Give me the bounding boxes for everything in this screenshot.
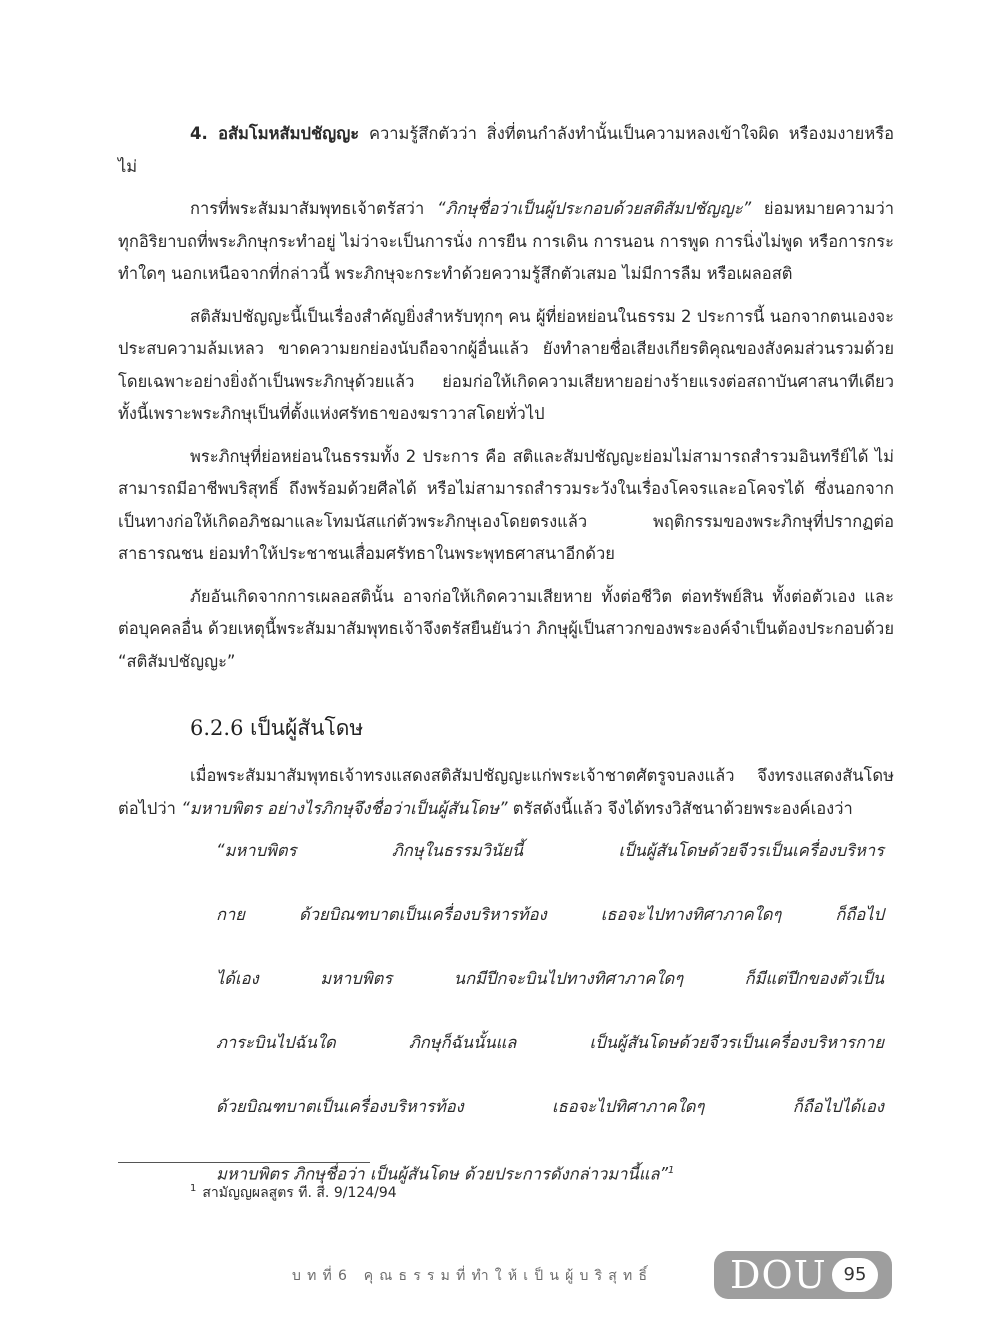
paragraph-text: การที่พระสัมมาสัมพุทธเจ้าตรัสว่า [190,199,437,218]
quote-line: มหาบพิตร ภิกษุชื่อว่า เป็นผู้สันโดษ ด้วยประการดังกล่าวมานี้แล” [216,1164,669,1184]
paragraph-importance: สติสัมปชัญญะนี้เป็นเรื่องสำคัญยิ่งสำหรับทุกๆ คน ผู้ที่ย่อหย่อนในธรรม 2 ประการนี้ นอกจากตนเองจะประสบความล้มเหลว ขาดความยกย่องนับถือจากผู้อื่นแล้ว ยังทำลายชื่อเสียงเกียรติคุณของสังคมส่วนรวมด้วย โดยเฉพาะอย่างยิ่งถ้าเป็นพระภิกษุด้วยแล้ว ย่อมก่อให้เกิดความเสียหายอย่างร้ายแรงต่อสถาบันศาสนาทีเดียว ทั้งนี้เพราะพระภิกษุเป็นที่ตั้งแห่งศรัทธาของฆราวาสโดยทั่วไป [118,306,894,423]
quote-line: “มหาบพิตร ภิกษุในธรรมวินัยนี้ เป็นผู้สันโดษด้วยจีวรเป็นเครื่องบริหาร [216,841,884,860]
page-number: 95 [832,1258,878,1292]
quote-line: ได้เอง มหาบพิตร นกมีปีกจะบินไปทางทิศาภาคใดๆ ก็มีแต่ปีกของตัวเป็น [216,969,884,988]
footnote-mark: 1 [190,1183,197,1195]
footnote-divider [118,1162,370,1163]
quoted-phrase: “ภิกษุชื่อว่าเป็นผู้ประกอบด้วยสติสัมปชัญญะ” [436,199,752,218]
main-content [118,118,894,1191]
footer-badge [714,1251,892,1299]
quote-line: กาย ด้วยบิณฑบาตเป็นเครื่องบริหารท้อง เธอจะไปทางทิศาภาคใดๆ ก็ถือไป [216,905,884,924]
quote-line: ด้วยบิณฑบาตเป็นเครื่องบริหารท้อง เธอจะไปทิศาภาคใดๆ ก็ถือไปได้เอง [216,1097,884,1116]
paragraph-contentment [118,760,894,825]
paragraph-text: ตรัสดังนี้แล้ว จึงได้ทรงวิสัชนาด้วยพระองค์เองว่า [507,798,853,818]
section-heading: 6.2.6 เป็นผู้สันโดษ [190,716,364,740]
running-footer-title: บทที่6 คุณธรรมที่ทำให้เป็นผู้บริสุทธิ์ [292,1268,654,1284]
paragraph-lead: 4. อสัมโมหสัมปชัญญะ [190,124,360,143]
paragraph-text: ย่อมหมายความว่า ทุกอิริยาบถที่พระภิกษุกระทำอยู่ ไม่ว่าจะเป็นการนั่ง การยืน การเดิน การนอน การพูด การนิ่งไม่พูด หรือการกระทำใดๆ นอกเหนือจากที่กล่าวนี้ พระภิกษุจะกระทำด้วยความรู้สึกตัวเสมอ ไม่มีการลืม หรือเผลอสติ [118,199,894,283]
footnote [190,1182,397,1204]
paragraph-asammoha [118,118,894,183]
paragraph-meaning [118,193,894,291]
quote-line: ภาระบินไปฉันใด ภิกษุก็ฉันนั้นแล เป็นผู้สันโดษด้วยจีวรเป็นเครื่องบริหารกาย [216,1033,884,1052]
paragraph-text: ความรู้สึกตัวว่า สิ่งที่ตนกำลังทำนั้นเป็นความหลงเข้าใจผิด หรืองมงายหรือไม่ [118,124,894,176]
paragraph-danger: ภัยอันเกิดจากการเผลอสตินั้น อาจก่อให้เกิดความเสียหาย ทั้งต่อชีวิต ต่อทรัพย์สิน ทั้งต่อตัวเอง และต่อบุคคลอื่น ด้วยเหตุนี้พระสัมมาสัมพุทธเจ้าจึงตรัสยืนยันว่า ภิกษุผู้เป็นสาวกของพระองค์จำเป็นต้องประกอบด้วย “สติสัมปชัญญะ” [118,586,894,671]
block-quote [216,835,884,1191]
paragraph-monks: พระภิกษุที่ย่อหย่อนในธรรมทั้ง 2 ประการ คือ สติและสัมปชัญญะย่อมไม่สามารถสำรวมอินทรีย์ได้ ไม่สามารถมีอาชีพบริสุทธิ์ ถึงพร้อมด้วยศีลได้ หรือไม่สามารถสำรวมระวังในเรื่องโคจรและอโคจรได้ ซึ่งนอกจากเป็นทางก่อให้เกิดอภิชฌาและโทมนัสแก่ตัวพระภิกษุเองโดยตรงแล้ว พฤติกรรมของพระภิกษุที่ปรากฏต่อสาธารณชน ย่อมทำให้ประชาชนเสื่อมศรัทธาในพระพุทธศาสนาอีกด้วย [118,446,894,563]
paragraph-text: เมื่อพระสัมมาสัมพุทธเจ้าทรงแสดงสติสัมปชัญญะแก่พระเจ้าชาตศัตรูจบลงแล้ว จึงทรงแสดงสันโดษต่อไปว่า [118,766,894,818]
footnote-reference[interactable]: 1 [668,1165,675,1176]
quoted-phrase: “มหาบพิตร อย่างไรภิกษุจึงชื่อว่าเป็นผู้สันโดษ” [181,798,508,818]
brand-logo: DOU [730,1253,827,1297]
footnote-text: สามัญญผลสูตร ที. สี. 9/124/94 [202,1185,397,1201]
